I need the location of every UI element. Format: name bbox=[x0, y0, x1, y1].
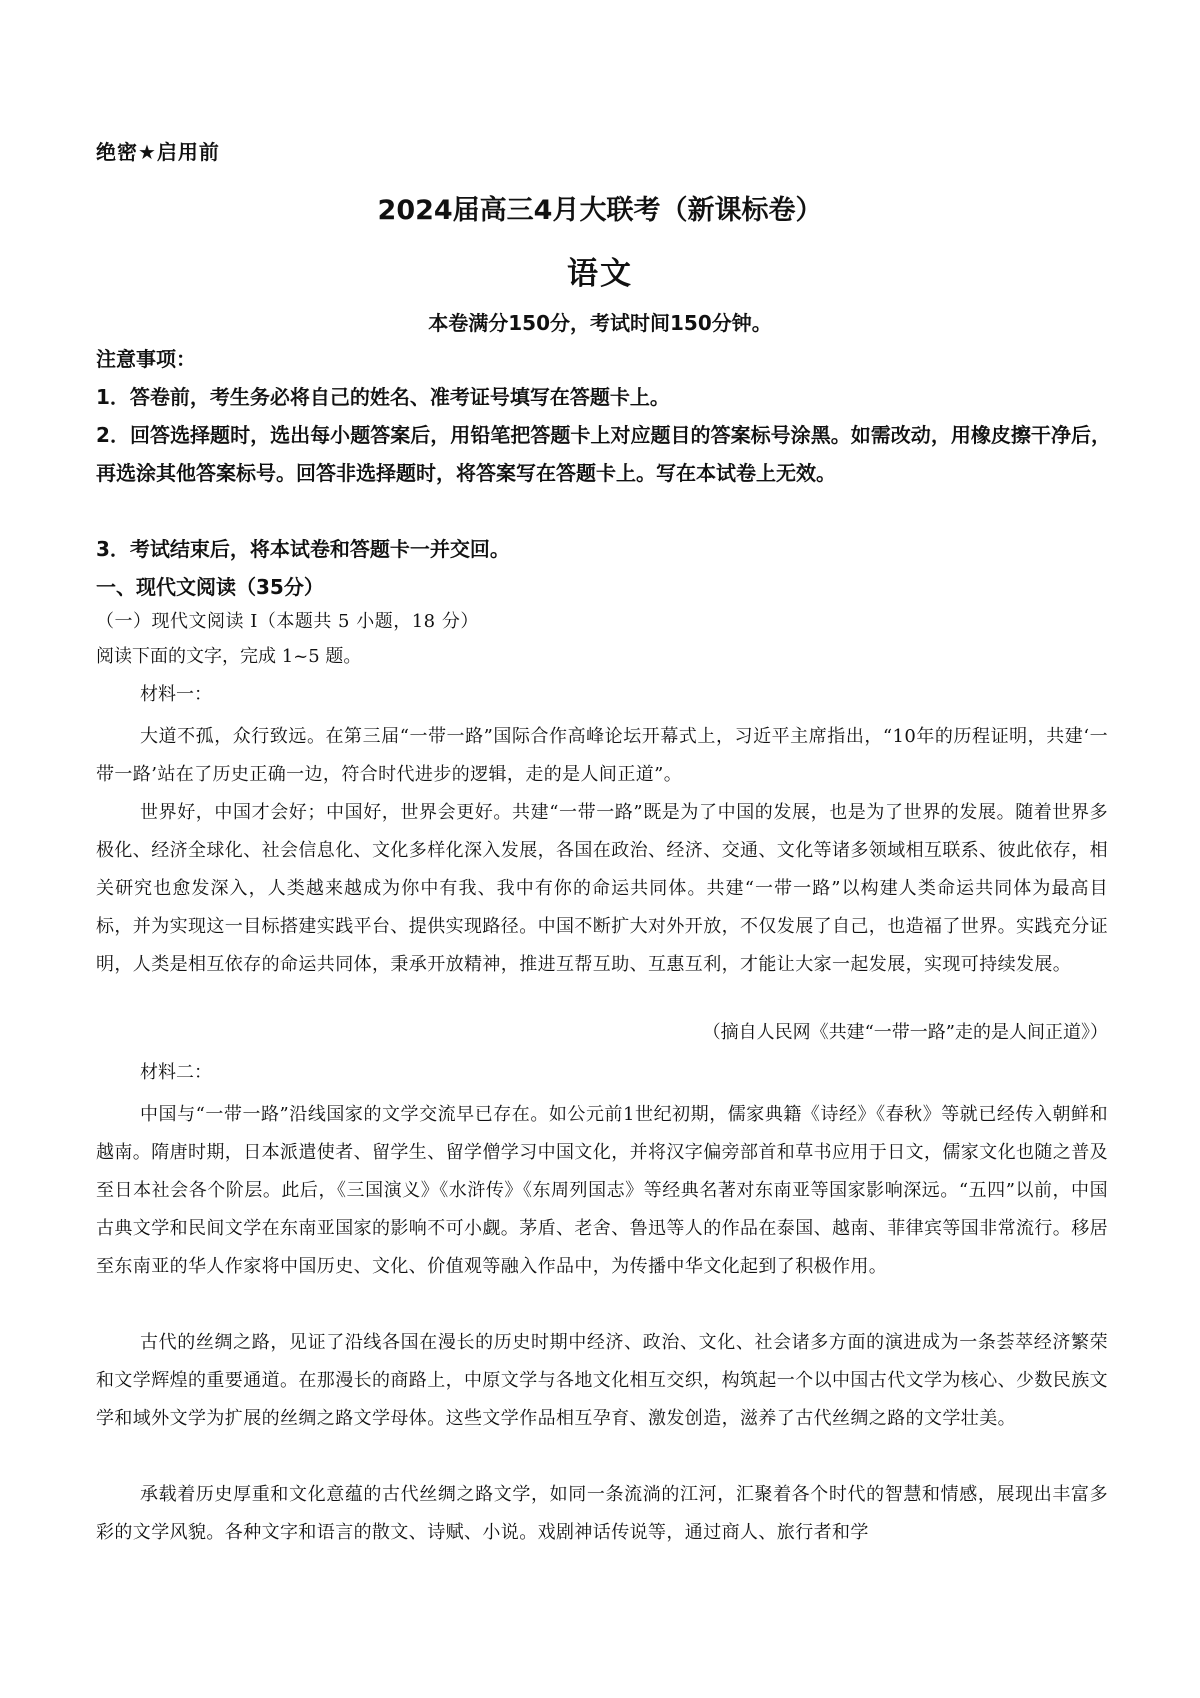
material-1-source: （摘自人民网《共建“一带一路”走的是人间正道》） bbox=[702, 1022, 1108, 1043]
section-subtitle: （一）现代文阅读 I（本题共 5 小题，18 分） bbox=[96, 611, 479, 632]
material-1-paragraph: 大道不孤，众行致远。在第三届“一带一路”国际合作高峰论坛开幕式上，习近平主席指出，“10年的历程证明，共建‘一带一路’站在了历史正确一边，符合时代进步的逻辑，走的是人间正道”。 bbox=[96, 726, 1108, 785]
score-time-line: 本卷满分150分，考试时间150分钟。 bbox=[428, 311, 772, 335]
material-2-paragraph: 古代的丝绸之路，见证了沿线各国在漫长的历史时期中经济、政治、文化、社会诸多方面的演进成为一条荟萃经济繁荣和文学辉煌的重要通道。在那漫长的商路上，中原文学与各地文化相互交织，构筑起一个以中国古代文学为核心、少数民族文学和域外文学为扩展的丝绸之路文学母体。这些文学作品相互孕育、激发创造，滋养了古代丝绸之路的文学壮美。 bbox=[96, 1332, 1108, 1429]
note-item-3: 3．考试结束后，将本试卷和答题卡一并交回。 bbox=[96, 537, 510, 561]
material-1-label: 材料一： bbox=[140, 684, 212, 705]
note-item-1: 1．答卷前，考生务必将自己的姓名、准考证号填写在答题卡上。 bbox=[96, 385, 670, 409]
material-2-paragraph: 承载着历史厚重和文化意蕴的古代丝绸之路文学，如同一条流淌的江河，汇聚着各个时代的智慧和情感，展现出丰富多彩的文学风貌。各种文字和语言的散文、诗赋、小说。戏剧神话传说等，通过商人、旅行者和学 bbox=[96, 1484, 1108, 1543]
note-item-2: 2．回答选择题时，选出每小题答案后，用铅笔把答题卡上对应题目的答案标号涂黑。如需改动，用橡皮擦干净后，再选涂其他答案标号。回答非选择题时，将答案写在答题卡上。写在本试卷上无效。 bbox=[96, 423, 1111, 485]
material-2-label: 材料二： bbox=[140, 1062, 212, 1083]
confidential-label: 绝密★启用前 bbox=[96, 140, 220, 164]
section-title: 一、现代文阅读（35分） bbox=[96, 575, 324, 599]
material-2-paragraph: 中国与“一带一路”沿线国家的文学交流早已存在。如公元前1世纪初期，儒家典籍《诗经》《春秋》等就已经传入朝鲜和越南。隋唐时期，日本派遣使者、留学生、留学僧学习中国文化，并将汉字偏旁部首和草书应用于日文，儒家文化也随之普及至日本社会各个阶层。此后，《三国演义》《水浒传》《东周列国志》等经典名著对东南亚等国家影响深远。“五四”以前，中国古典文学和民间文学在东南亚国家的影响不可小觑。茅盾、老舍、鲁迅等人的作品在泰国、越南、菲律宾等国非常流行。移居至东南亚的华人作家将中国历史、文化、价值观等融入作品中，为传播中华文化起到了积极作用。 bbox=[96, 1104, 1108, 1277]
subject-title: 语文 bbox=[567, 256, 633, 292]
material-1-paragraph: 世界好，中国才会好；中国好，世界会更好。共建“一带一路”既是为了中国的发展，也是为了世界的发展。随着世界多极化、经济全球化、社会信息化、文化多样化深入发展，各国在政治、经济、交通、文化等诸多领域相互联系、彼此依存，相关研究也愈发深入，人类越来越成为你中有我、我中有你的命运共同体。共建“一带一路”以构建人类命运共同体为最高目标，并为实现这一目标搭建实践平台、提供实现路径。中国不断扩大对外开放，不仅发展了自己，也造福了世界。实践充分证明，人类是相互依存的命运共同体，秉承开放精神，推进互帮互助、互惠互利，才能让大家一起发展，实现可持续发展。 bbox=[96, 802, 1108, 975]
notes-heading: 注意事项： bbox=[96, 347, 196, 371]
reading-instruction: 阅读下面的文字，完成 1~5 题。 bbox=[96, 646, 362, 667]
exam-title: 2024届高三4月大联考（新课标卷） bbox=[377, 195, 823, 226]
